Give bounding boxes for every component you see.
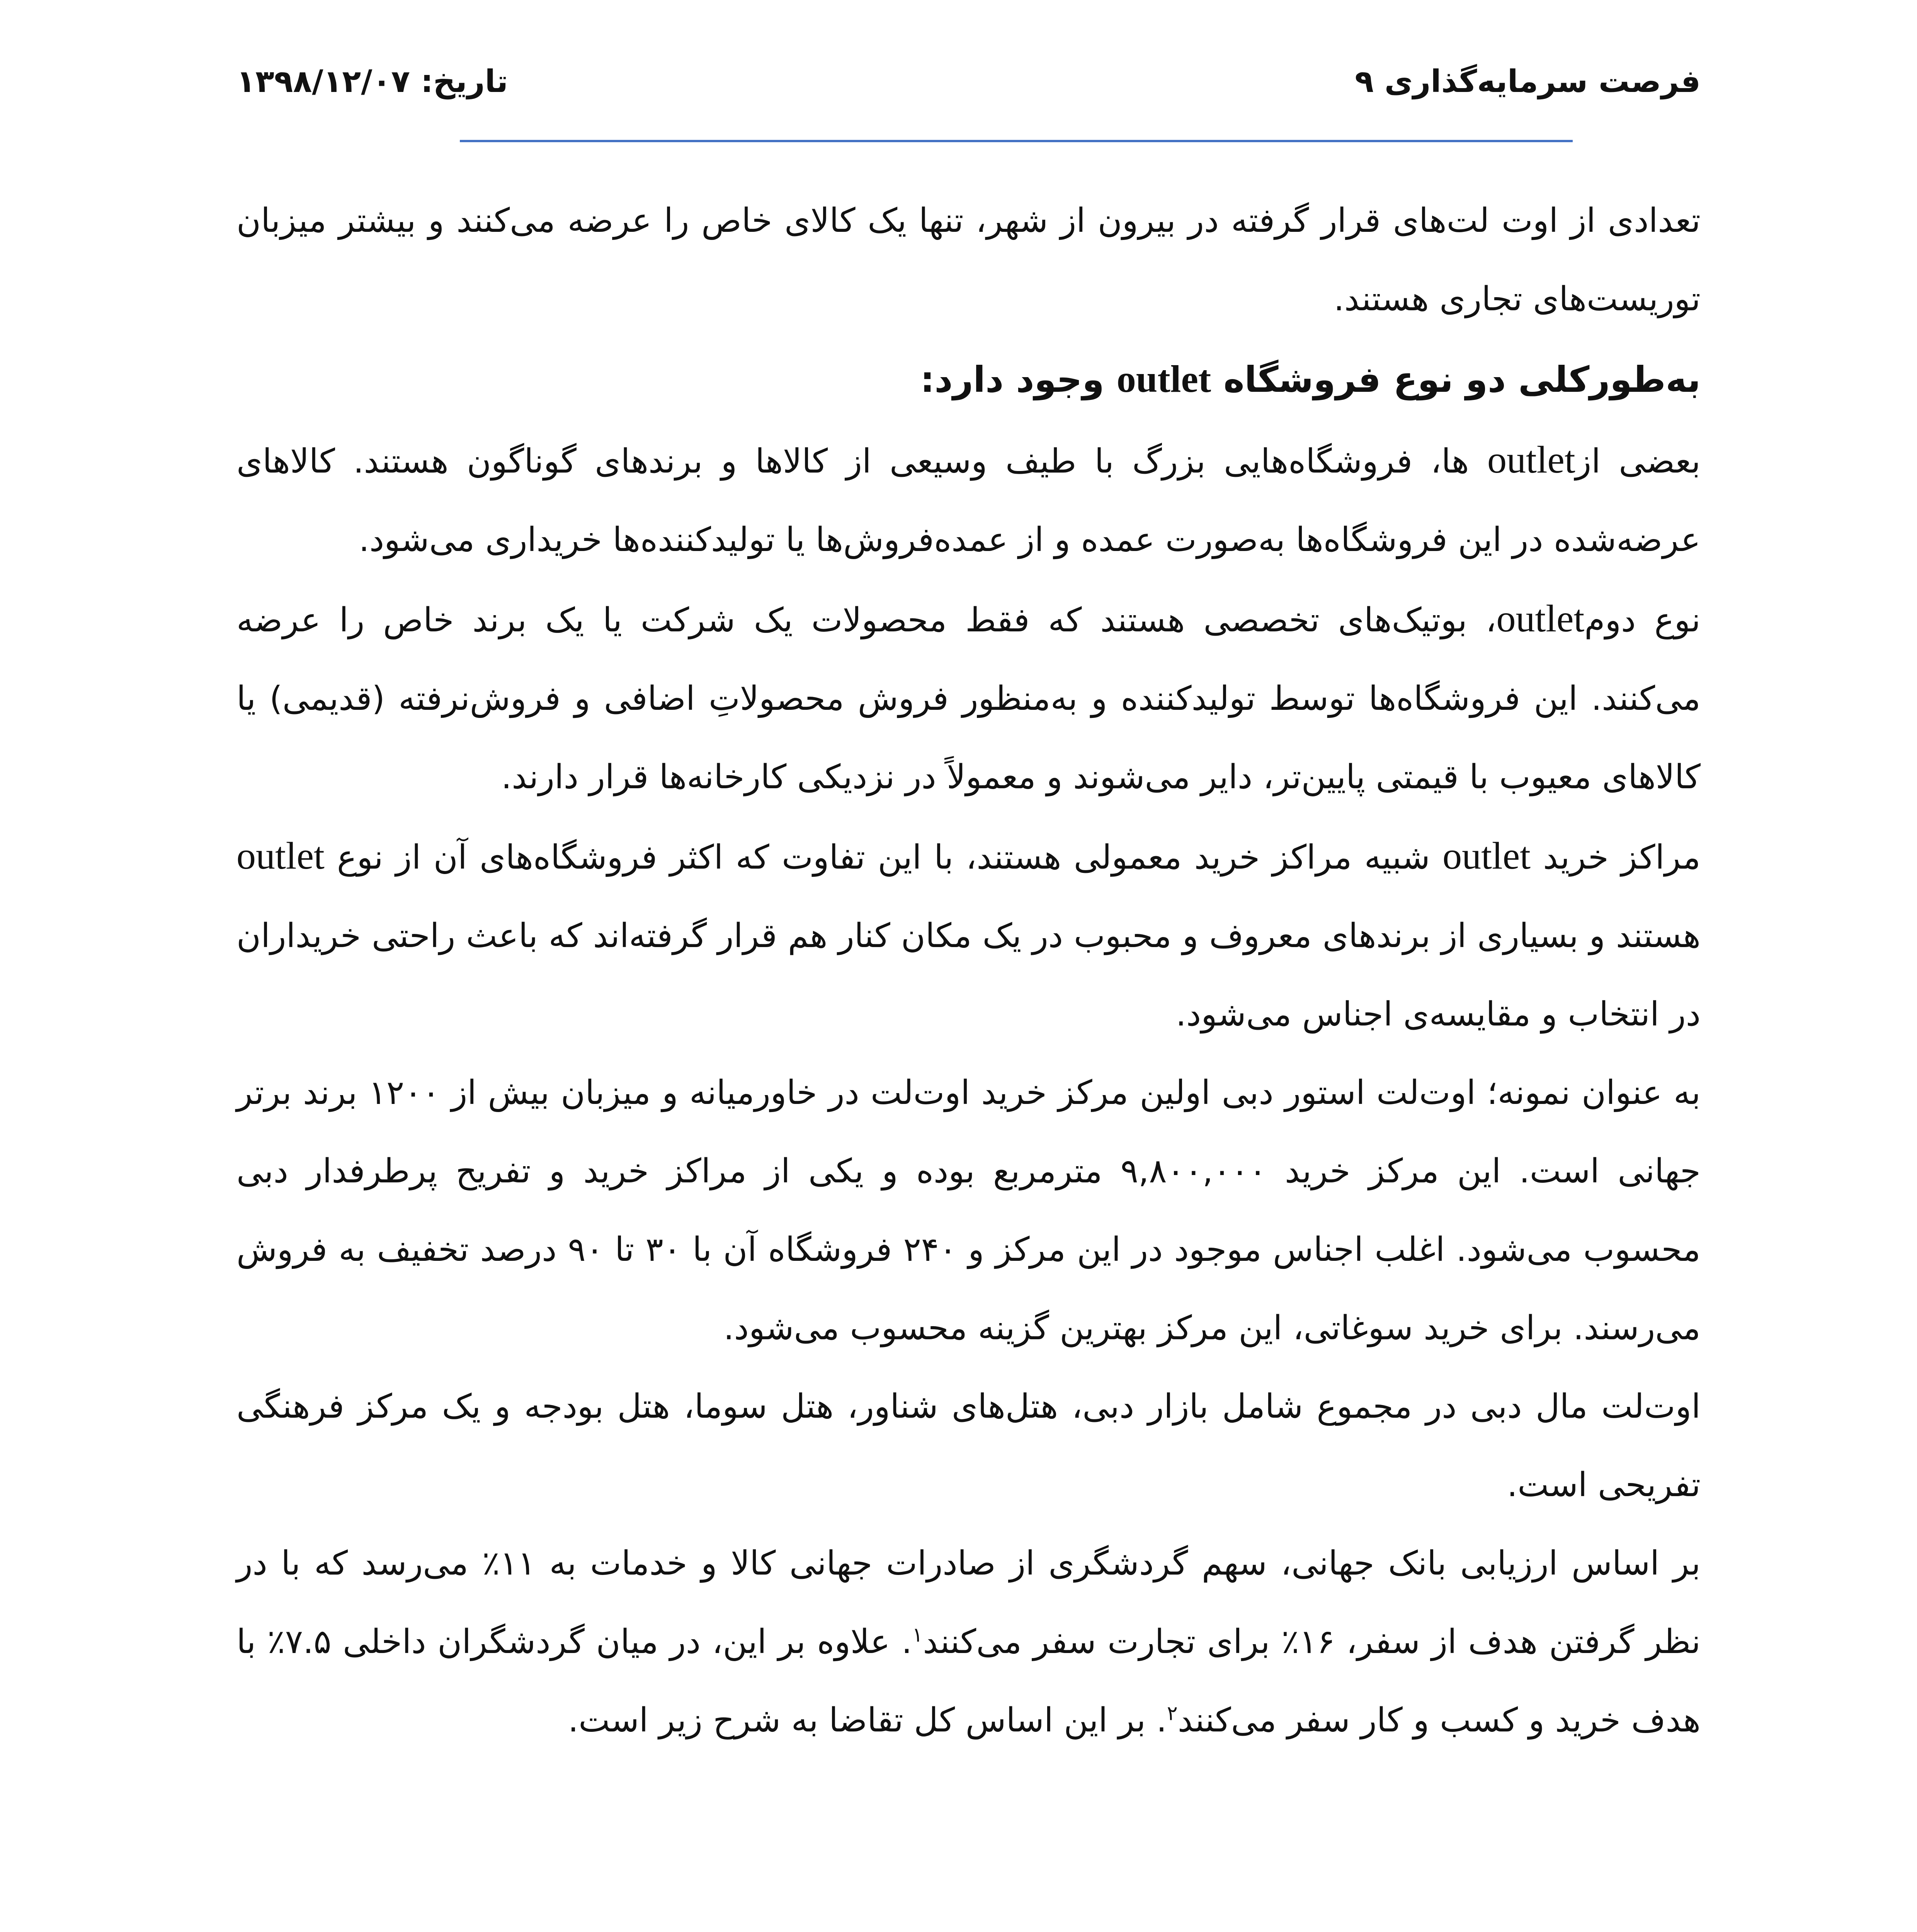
paragraph-6: اوت‌لت مال دبی در مجموع شامل بازار دبی، هتل‌های شناور، هتل سوما، هتل بودجه و یک مرکز فرهنگی تفریحی است. [236, 1387, 1701, 1504]
p4-latin-term-1: outlet [1442, 834, 1531, 877]
heading-latin-term: outlet [1116, 357, 1211, 400]
document-date: تاریخ: ۱۳۹۸/۱۲/۰۷ [236, 63, 508, 99]
p3-part-b: ، بوتیک‌های تخصصی هستند که فقط محصولات یک شرکت یا یک برند خاص را عرضه می‌کنند. این فروشگاه‌ها توسط تولیدکننده و به‌منظور فروش محصولاتِ اضافی و فروش‌نرفته (قدیمی) یا کالاهای معیوب با قیمتی پایین‌تر، دایر می‌شوند و معمولاً در نزدیکی کارخانه‌ها قرار دارند. [236, 601, 1701, 796]
document-title: فرصت سرمایه‌گذاری ۹ [1355, 63, 1701, 99]
paragraph-3 [236, 579, 1701, 816]
paragraph-7 [236, 1524, 1701, 1760]
p7-part-a: بر اساس ارزیابی بانک جهانی، سهم گردشگری از صادرات جهانی کالا و خدمات به ۱۱٪ می‌رسد که با در نظر گرفتن هدف از سفر، ۱۶٪ برای تجارت سفر می‌کنند [236, 1544, 1701, 1661]
section-heading [236, 338, 1701, 420]
header-divider [460, 140, 1573, 142]
paragraph-2 [236, 420, 1701, 579]
p4-part-c: هستند و بسیاری از برندهای معروف و محبوب در یک مکان کنار هم قرار گرفته‌اند که باعث راحتی خریداران در انتخاب و مقایسه‌ی اجناس می‌شود. [236, 917, 1701, 1034]
footnote-ref-1[interactable]: ۱ [912, 1623, 923, 1647]
heading-part-a: به‌طورکلی دو نوع فروشگاه [1223, 359, 1701, 400]
p3-latin-term: outlet [1496, 597, 1585, 640]
p7-part-b: . علاوه بر این، در میان گردشگران داخلی ۷.۵٪ با هدف خرید و کسب و کار سفر می‌کنند [236, 1622, 1701, 1740]
main-content [236, 182, 1701, 1760]
p2-part-a: بعضی از [1575, 442, 1701, 481]
paragraph-1: تعدادی از اوت لت‌های قرار گرفته در بیرون از شهر، تنها یک کالای خاص را عرضه می‌کنند و بیشتر میزبان توریست‌های تجاری هستند. [236, 201, 1701, 318]
p3-part-a: نوع دوم [1584, 601, 1701, 639]
p4-latin-term-2: outlet [236, 834, 325, 877]
p2-part-b: ها، فروشگاه‌هایی بزرگ با طیف وسیعی از کالاها و برندهای گوناگون هستند. کالاهای عرضه‌شده در این فروشگاه‌ها به‌صورت عمده و از عمده‌فروش‌ها یا تولیدکننده‌ها خریداری می‌شود. [236, 442, 1701, 559]
p2-latin-term: outlet [1487, 438, 1575, 481]
footnote-ref-2[interactable]: ۲ [1167, 1702, 1178, 1725]
heading-part-b: وجود دارد: [920, 359, 1104, 400]
p4-part-b: شبیه مراکز خرید معمولی هستند، با این تفاوت که اکثر فروشگاه‌های آن از نوع [337, 838, 1430, 877]
paragraph-5: به عنوان نمونه؛ اوت‌لت استور دبی اولین مرکز خرید اوت‌لت در خاورمیانه و میزبان بیش از ۱۲۰۰ برند برتر جهانی است. این مرکز خرید ۹,۸۰۰,۰۰۰ مترمربع بوده و یکی از مراکز خرید و تفریح پرطرفدار دبی محسوب می‌شود. اغلب اجناس موجود در این مرکز و ۲۴۰ فروشگاه آن با ۳۰ تا ۹۰ درصد تخفیف به فروش می‌رسند. برای خرید سوغاتی، این مرکز بهترین گزینه محسوب می‌شود. [236, 1073, 1701, 1347]
page-header [236, 54, 1701, 108]
paragraph-4 [236, 816, 1701, 1054]
p4-part-a: مراکز خرید [1543, 838, 1701, 877]
p7-part-c: . بر این اساس کل تقاضا به شرح زیر است. [568, 1701, 1167, 1740]
